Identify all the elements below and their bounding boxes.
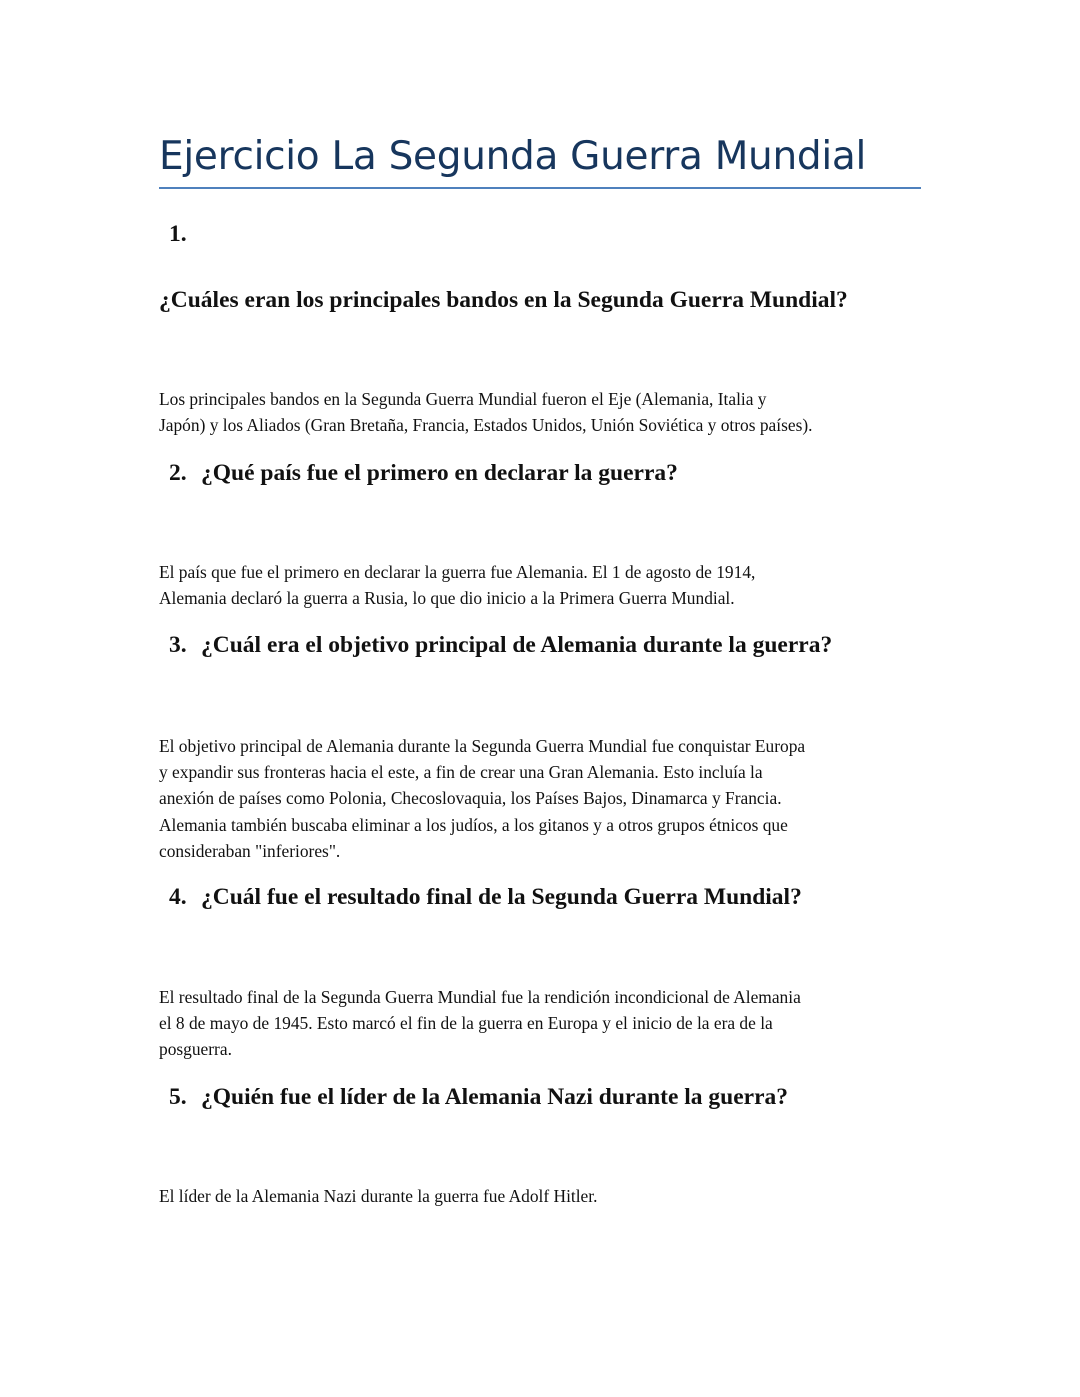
answer-1-line: Japón) y los Aliados (Gran Bretaña, Francia, Estados Unidos, Unión Soviética y otros países). bbox=[159, 415, 813, 436]
question-1-number: 1. bbox=[169, 221, 187, 247]
answer-5-line: El líder de la Alemania Nazi durante la guerra fue Adolf Hitler. bbox=[159, 1186, 598, 1206]
question-5-text: ¿Quién fue el líder de la Alemania Nazi durante la guerra? bbox=[201, 1084, 789, 1110]
question-2-text: ¿Qué país fue el primero en declarar la guerra? bbox=[201, 460, 678, 486]
question-4-text: ¿Cuál fue el resultado final de la Segunda Guerra Mundial? bbox=[201, 884, 802, 910]
answer-3-line: El objetivo principal de Alemania durante la Segunda Guerra Mundial fue conquistar Europa bbox=[159, 736, 806, 756]
question-2-number: 2. bbox=[169, 460, 187, 486]
answer-2 bbox=[159, 559, 929, 611]
answer-3-line: Alemania también buscaba eliminar a los judíos, a los gitanos y a otros grupos étnicos que bbox=[159, 814, 788, 835]
answer-2-line: Alemania declaró la guerra a Rusia, lo que dio inicio a la Primera Guerra Mundial. bbox=[159, 588, 735, 609]
question-3-number: 3. bbox=[169, 632, 187, 658]
answer-4 bbox=[159, 984, 929, 1063]
answer-3-line: y expandir sus fronteras hacia el este, a fin de crear una Gran Alemania. Esto incluía la bbox=[159, 762, 763, 783]
answer-5 bbox=[159, 1183, 929, 1209]
question-3-text: ¿Cuál era el objetivo principal de Alemania durante la guerra? bbox=[201, 632, 833, 658]
answer-1 bbox=[159, 386, 929, 438]
answer-1-line: Los principales bandos en la Segunda Guerra Mundial fueron el Eje (Alemania, Italia y bbox=[159, 389, 767, 409]
answer-4-line: posguerra. bbox=[159, 1039, 232, 1060]
answer-3-line: anexión de países como Polonia, Checoslovaquia, los Países Bajos, Dinamarca y Francia. bbox=[159, 788, 782, 809]
question-4-number: 4. bbox=[169, 884, 187, 910]
title-underline bbox=[159, 187, 921, 189]
answer-4-line: el 8 de mayo de 1945. Esto marcó el fin de la guerra en Europa y el inicio de la era de la bbox=[159, 1013, 773, 1034]
question-5-number: 5. bbox=[169, 1084, 187, 1110]
question-1-text: ¿Cuáles eran los principales bandos en la Segunda Guerra Mundial? bbox=[159, 287, 848, 313]
document-title: Ejercicio La Segunda Guerra Mundial bbox=[159, 134, 867, 179]
answer-3-line: consideraban "inferiores". bbox=[159, 840, 341, 861]
answer-4-line: El resultado final de la Segunda Guerra Mundial fue la rendición incondicional de Alemania bbox=[159, 987, 801, 1007]
answer-2-line: El país que fue el primero en declarar la guerra fue Alemania. El 1 de agosto de 1914, bbox=[159, 562, 756, 582]
answer-3 bbox=[159, 733, 929, 864]
